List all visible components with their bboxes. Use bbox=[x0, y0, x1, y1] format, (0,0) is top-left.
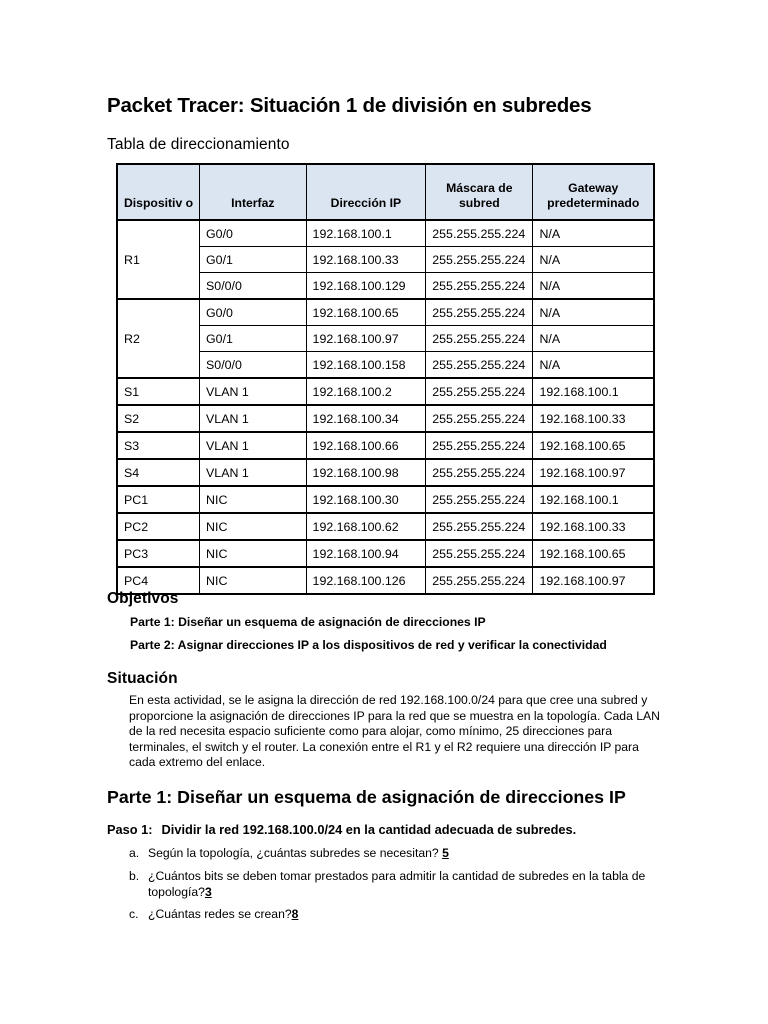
cell-interface: G0/1 bbox=[200, 247, 307, 273]
addressing-table bbox=[116, 163, 655, 595]
cell-gateway: 192.168.100.1 bbox=[533, 486, 654, 513]
cell-ip: 192.168.100.33 bbox=[306, 247, 426, 273]
cell-mask: 255.255.255.224 bbox=[426, 352, 533, 379]
cell-interface: S0/0/0 bbox=[200, 273, 307, 300]
table-row bbox=[117, 378, 654, 405]
question-text: ¿Cuántos bits se deben tomar prestados para admitir la cantidad de subredes en la tabla de bbox=[148, 869, 646, 883]
cell-mask: 255.255.255.224 bbox=[426, 220, 533, 247]
cell-interface: NIC bbox=[200, 567, 307, 594]
step-text: Dividir la red 192.168.100.0/24 en la cantidad adecuada de subredes. bbox=[161, 822, 577, 837]
cell-mask: 255.255.255.224 bbox=[426, 567, 533, 594]
question-b bbox=[129, 869, 669, 900]
cell-gateway: 192.168.100.33 bbox=[533, 513, 654, 540]
cell-device: PC2 bbox=[117, 513, 200, 540]
cell-interface: NIC bbox=[200, 486, 307, 513]
cell-device: R1 bbox=[117, 220, 200, 299]
header-device: Dispositiv o bbox=[117, 164, 200, 220]
question-a bbox=[129, 846, 669, 862]
table-row bbox=[117, 459, 654, 486]
cell-interface: G0/0 bbox=[200, 220, 307, 247]
cell-gateway: N/A bbox=[533, 326, 654, 352]
header-interface: Interfaz bbox=[200, 164, 307, 220]
cell-ip: 192.168.100.30 bbox=[306, 486, 426, 513]
cell-device: PC4 bbox=[117, 567, 200, 594]
table-row bbox=[117, 405, 654, 432]
cell-ip: 192.168.100.98 bbox=[306, 459, 426, 486]
question-letter: b. bbox=[129, 869, 140, 883]
cell-ip: 192.168.100.65 bbox=[306, 299, 426, 326]
table-row bbox=[117, 540, 654, 567]
scenario-heading: Situación bbox=[107, 670, 178, 687]
cell-mask: 255.255.255.224 bbox=[426, 432, 533, 459]
answer: 3 bbox=[204, 884, 212, 899]
cell-device: S4 bbox=[117, 459, 200, 486]
cell-ip: 192.168.100.2 bbox=[306, 378, 426, 405]
objective-item: Parte 2: Asignar direcciones IP a los dispositivos de red y verificar la conectividad bbox=[130, 638, 607, 652]
cell-ip: 192.168.100.62 bbox=[306, 513, 426, 540]
page-title: Packet Tracer: Situación 1 de división en subredes bbox=[107, 94, 592, 117]
table-row bbox=[117, 513, 654, 540]
question-text-cont: topología? bbox=[148, 884, 205, 899]
cell-ip: 192.168.100.94 bbox=[306, 540, 426, 567]
table-row bbox=[117, 220, 654, 247]
cell-mask: 255.255.255.224 bbox=[426, 486, 533, 513]
cell-interface: NIC bbox=[200, 513, 307, 540]
cell-ip: 192.168.100.66 bbox=[306, 432, 426, 459]
cell-device: S2 bbox=[117, 405, 200, 432]
cell-device: PC1 bbox=[117, 486, 200, 513]
table-row bbox=[117, 432, 654, 459]
cell-mask: 255.255.255.224 bbox=[426, 513, 533, 540]
cell-ip: 192.168.100.129 bbox=[306, 273, 426, 300]
cell-gateway: N/A bbox=[533, 220, 654, 247]
answer: 8 bbox=[291, 907, 299, 921]
cell-gateway: 192.168.100.33 bbox=[533, 405, 654, 432]
cell-device: R2 bbox=[117, 299, 200, 378]
question-text: ¿Cuántas redes se crean? bbox=[148, 907, 292, 921]
cell-device: S1 bbox=[117, 378, 200, 405]
cell-mask: 255.255.255.224 bbox=[426, 459, 533, 486]
question-letter: c. bbox=[129, 907, 139, 921]
cell-gateway: 192.168.100.65 bbox=[533, 540, 654, 567]
cell-mask: 255.255.255.224 bbox=[426, 273, 533, 300]
cell-gateway: 192.168.100.97 bbox=[533, 567, 654, 594]
cell-ip: 192.168.100.1 bbox=[306, 220, 426, 247]
cell-interface: NIC bbox=[200, 540, 307, 567]
answer: 5 bbox=[442, 846, 449, 860]
table-row bbox=[117, 299, 654, 326]
cell-gateway: N/A bbox=[533, 247, 654, 273]
question-text: Según la topología, ¿cuántas subredes se necesitan? bbox=[148, 846, 443, 860]
cell-mask: 255.255.255.224 bbox=[426, 378, 533, 405]
cell-mask: 255.255.255.224 bbox=[426, 326, 533, 352]
part1-heading: Parte 1: Diseñar un esquema de asignación de direcciones IP bbox=[107, 787, 626, 807]
table-header-row bbox=[117, 164, 654, 220]
cell-device: PC3 bbox=[117, 540, 200, 567]
question-c bbox=[129, 907, 669, 923]
cell-mask: 255.255.255.224 bbox=[426, 247, 533, 273]
cell-ip: 192.168.100.158 bbox=[306, 352, 426, 379]
cell-interface: VLAN 1 bbox=[200, 378, 307, 405]
cell-interface: VLAN 1 bbox=[200, 405, 307, 432]
cell-mask: 255.255.255.224 bbox=[426, 405, 533, 432]
header-mask: Máscara de subred bbox=[426, 164, 533, 220]
step-1 bbox=[107, 822, 576, 837]
cell-gateway: 192.168.100.97 bbox=[533, 459, 654, 486]
question-letter: a. bbox=[129, 846, 140, 860]
cell-mask: 255.255.255.224 bbox=[426, 299, 533, 326]
cell-ip: 192.168.100.97 bbox=[306, 326, 426, 352]
cell-device: S3 bbox=[117, 432, 200, 459]
cell-interface: S0/0/0 bbox=[200, 352, 307, 379]
cell-interface: G0/0 bbox=[200, 299, 307, 326]
objectives-heading: Objetivos bbox=[107, 590, 179, 607]
cell-gateway: N/A bbox=[533, 299, 654, 326]
cell-ip: 192.168.100.126 bbox=[306, 567, 426, 594]
table-row bbox=[117, 567, 654, 594]
table-row bbox=[117, 486, 654, 513]
cell-gateway: N/A bbox=[533, 273, 654, 300]
table-heading: Tabla de direccionamiento bbox=[107, 136, 290, 153]
cell-mask: 255.255.255.224 bbox=[426, 540, 533, 567]
cell-interface: VLAN 1 bbox=[200, 459, 307, 486]
cell-ip: 192.168.100.34 bbox=[306, 405, 426, 432]
scenario-text: En esta actividad, se le asigna la dirección de red 192.168.100.0/24 para que cree una subred y proporcione la asignación de direcciones IP para la red que se muestra en la topología. Cada LAN de la red necesita espacio suficiente como para alojar, como mínimo, 25 direcciones para terminales, el switch y el router. La conexión entre el R1 y el R2 requiere una dirección IP para cada extremo del enlace. bbox=[129, 693, 660, 770]
header-ip: Dirección IP bbox=[306, 164, 426, 220]
cell-gateway: 192.168.100.1 bbox=[533, 378, 654, 405]
cell-interface: G0/1 bbox=[200, 326, 307, 352]
step-label: Paso 1: bbox=[107, 822, 153, 837]
header-gateway: Gateway predeterminado bbox=[533, 164, 654, 220]
objective-item: Parte 1: Diseñar un esquema de asignación de direcciones IP bbox=[130, 615, 486, 629]
cell-gateway: N/A bbox=[533, 352, 654, 379]
cell-interface: VLAN 1 bbox=[200, 432, 307, 459]
cell-gateway: 192.168.100.65 bbox=[533, 432, 654, 459]
